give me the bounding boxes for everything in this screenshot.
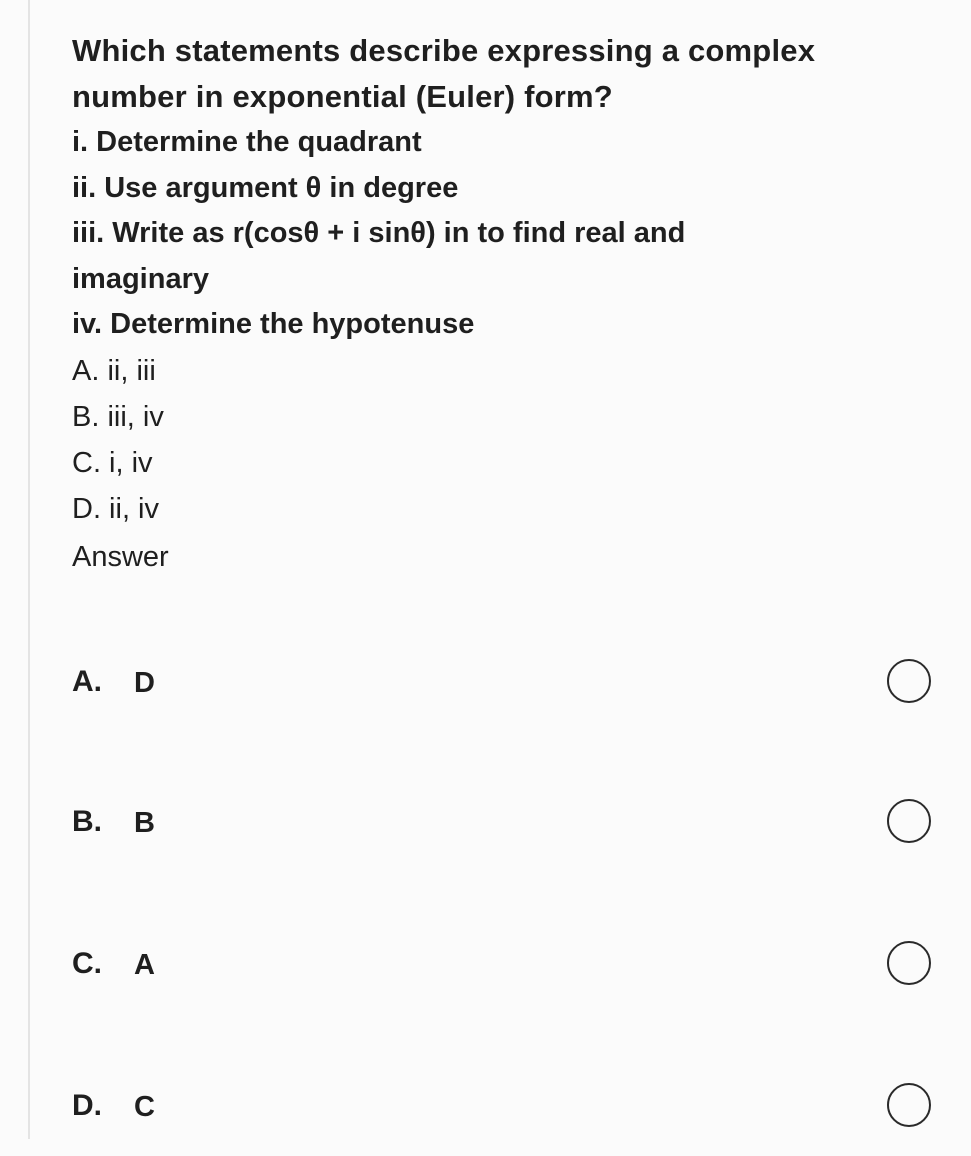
option-text-c: C. i, iv — [72, 446, 153, 479]
question-text-line-1: Which statements describe expressing a complex — [72, 33, 816, 68]
question-text-line-2: number in exponential (Euler) form? — [72, 79, 613, 114]
answer-choice-c[interactable] — [0, 914, 971, 1014]
option-text-d: D. ii, iv — [72, 492, 159, 525]
answer-choice-d[interactable] — [0, 1056, 971, 1156]
statement-ii: ii. Use argument θ in degree — [72, 171, 459, 204]
statement-i: i. Determine the quadrant — [72, 126, 422, 158]
choice-value: A — [134, 949, 155, 981]
choice-letter: D. — [72, 1089, 102, 1122]
answer-choice-a[interactable] — [0, 632, 971, 732]
answer-choice-b[interactable] — [0, 772, 971, 872]
option-text-a: A. ii, iii — [72, 354, 156, 387]
statement-iii: iii. Write as r(cosθ + i sinθ) in to find real and — [72, 217, 686, 249]
radio-button[interactable] — [887, 941, 931, 985]
statement-iv: iv. Determine the hypotenuse — [72, 308, 475, 340]
radio-button[interactable] — [887, 659, 931, 703]
statement-iii-continued: imaginary — [72, 262, 209, 295]
option-text-b: B. iii, iv — [72, 400, 164, 433]
choice-value: C — [134, 1091, 155, 1123]
choice-letter: B. — [72, 805, 102, 838]
radio-button[interactable] — [887, 1083, 931, 1127]
choice-letter: C. — [72, 947, 102, 980]
choice-value: B — [134, 807, 155, 839]
answer-label: Answer — [72, 540, 169, 573]
question-block — [72, 28, 932, 580]
radio-button[interactable] — [887, 799, 931, 843]
choice-letter: A. — [72, 665, 102, 698]
choice-value: D — [134, 667, 155, 699]
